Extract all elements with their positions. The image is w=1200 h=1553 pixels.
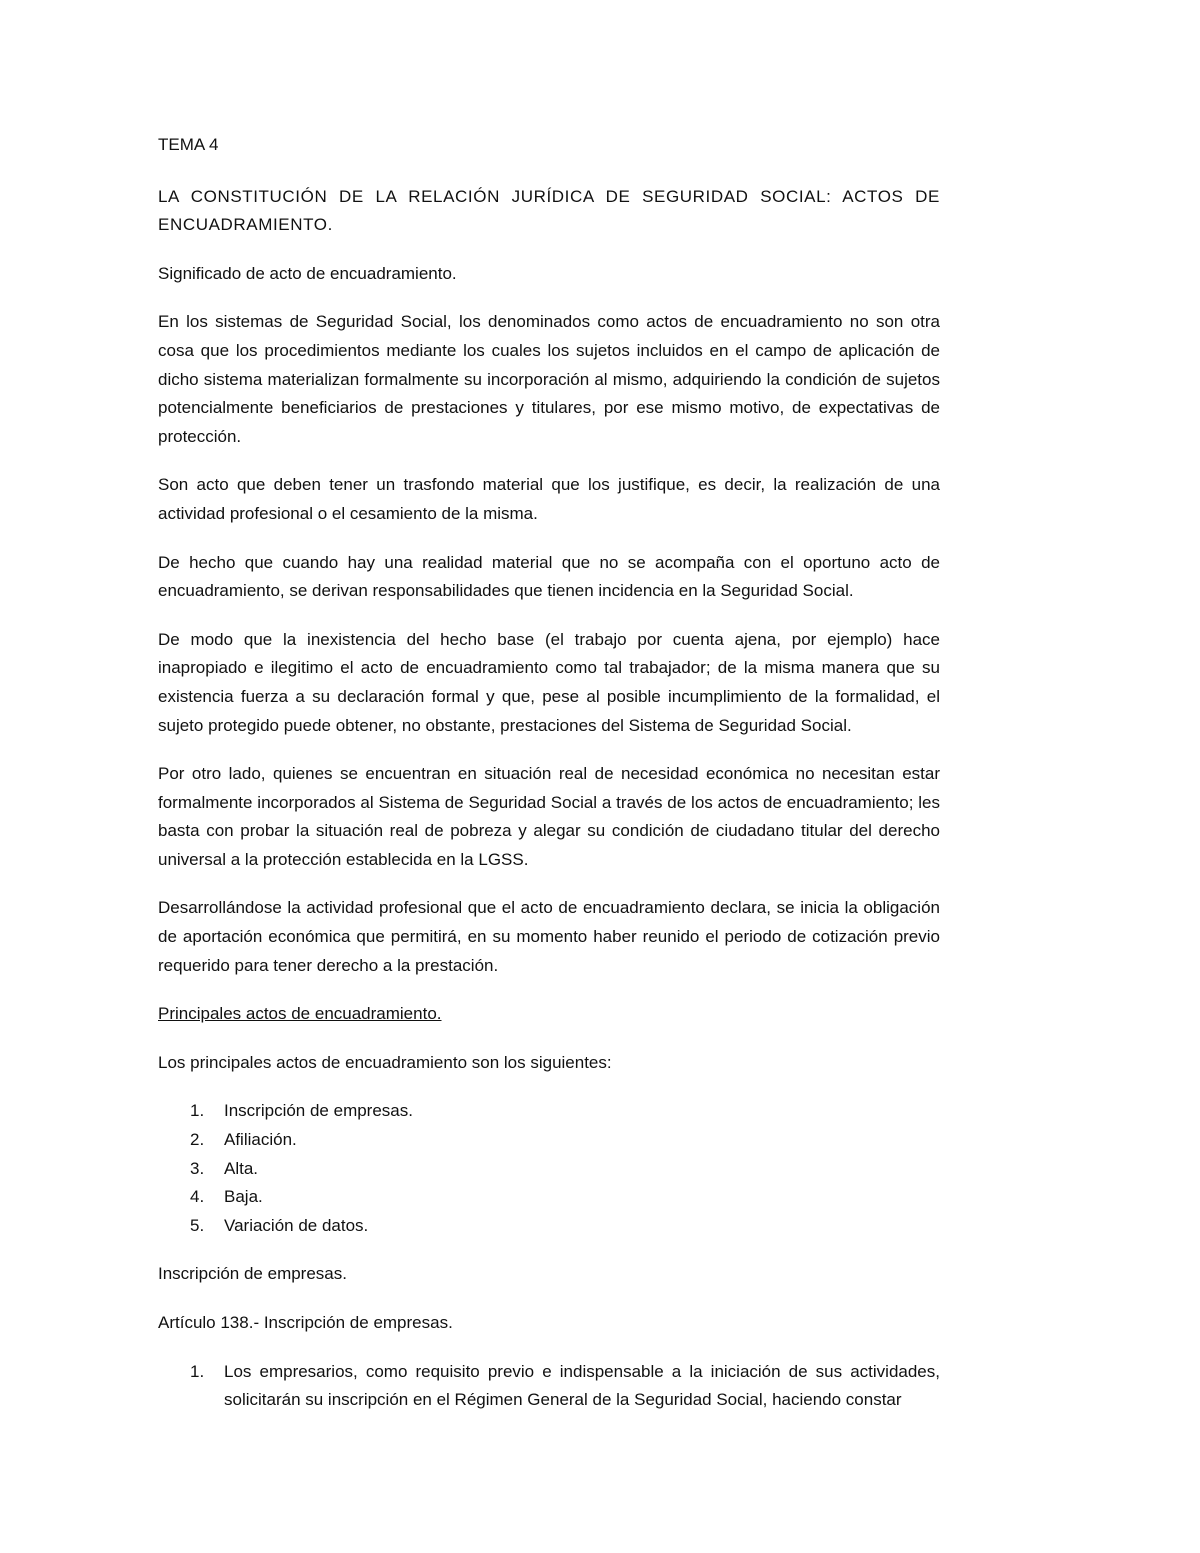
list-item xyxy=(158,1097,940,1126)
article-list xyxy=(158,1358,940,1415)
list-number: 2. xyxy=(190,1130,205,1150)
list-text: Baja. xyxy=(224,1187,263,1207)
list-item xyxy=(158,1212,940,1241)
encuadramiento-list xyxy=(158,1097,940,1240)
list-item xyxy=(158,1183,940,1212)
paragraph: De hecho que cuando hay una realidad material que no se acompaña con el oportuno acto de encuadramiento, se derivan responsabilidades que tienen incidencia en la Seguridad Social. xyxy=(158,552,940,601)
paragraph: En los sistemas de Seguridad Social, los denominados como actos de encuadramiento no son otra cosa que los procedimientos mediante los cuales los sujetos incluidos en el campo de aplicación de dicho sistema materializan formalmente su incorporación al mismo, adquiriendo la condición de sujetos potencialmente beneficiarios de prestaciones y titulares, por ese mismo motivo, de expectativas de protección. xyxy=(158,312,940,446)
paragraph: Son acto que deben tener un trasfondo material que los justifique, es decir, la realización de una actividad profesional o el cesamiento de la misma. xyxy=(158,475,940,523)
list-number: 5. xyxy=(190,1215,205,1235)
paragraph: Desarrollándose la actividad profesional que el acto de encuadramiento declara, se inicia la obligación de aportación económica que permitirá, en su momento haber reunido el periodo de cotización previo requerido para tener derecho a la prestación. xyxy=(158,898,940,975)
paragraph: De modo que la inexistencia del hecho base (el trabajo por cuenta ajena, por ejemplo) hace inapropiado e ilegitimo el acto de encuadramiento como tal trabajador; de la misma manera que su existencia fuerza a su declaración formal y que, pese al posible incumplimiento de la formalidad, el sujeto protegido puede obtener, no obstante, prestaciones del Sistema de Seguridad Social. xyxy=(158,629,940,735)
tema-title: TEMA 4 xyxy=(158,135,219,154)
list-text: Afiliación. xyxy=(224,1130,297,1150)
list-text: Variación de datos. xyxy=(224,1215,369,1235)
list-item xyxy=(158,1358,940,1415)
list-number: 3. xyxy=(190,1158,205,1178)
list-number: 1. xyxy=(190,1101,205,1121)
paragraph: Por otro lado, quienes se encuentran en situación real de necesidad económica no necesitan estar formalmente incorporados al Sistema de Seguridad Social a través de los actos de encuadramiento; les basta con probar la situación real de pobreza y alegar su condición de ciudadano titular del derecho universal a la protección establecida en la LGSS. xyxy=(158,764,940,869)
section-subtitle-underlined: Principales actos de encuadramiento. xyxy=(158,1004,442,1024)
list-intro: Los principales actos de encuadramiento son los siguientes: xyxy=(158,1052,612,1072)
list-text: Inscripción de empresas. xyxy=(224,1101,413,1121)
list-item xyxy=(158,1155,940,1184)
list-item xyxy=(158,1126,940,1155)
section-subtitle: Significado de acto de encuadramiento. xyxy=(158,263,457,283)
document-page xyxy=(158,131,940,1435)
document-heading: LA CONSTITUCIÓN DE LA RELACIÓN JURÍDICA DE SEGURIDAD SOCIAL: ACTOS DE ENCUADRAMIENTO. xyxy=(158,186,940,235)
list-number: 4. xyxy=(190,1187,205,1207)
list-text: Alta. xyxy=(224,1158,259,1178)
list-number: 1. xyxy=(190,1361,205,1381)
list-text: Los empresarios, como requisito previo e indispensable a la iniciación de sus actividades, solicitarán su inscripción en el Régimen General de la Seguridad Social, haciendo constar xyxy=(224,1361,940,1410)
article-title: Artículo 138.- Inscripción de empresas. xyxy=(158,1313,453,1332)
section-subtitle: Inscripción de empresas. xyxy=(158,1264,347,1284)
